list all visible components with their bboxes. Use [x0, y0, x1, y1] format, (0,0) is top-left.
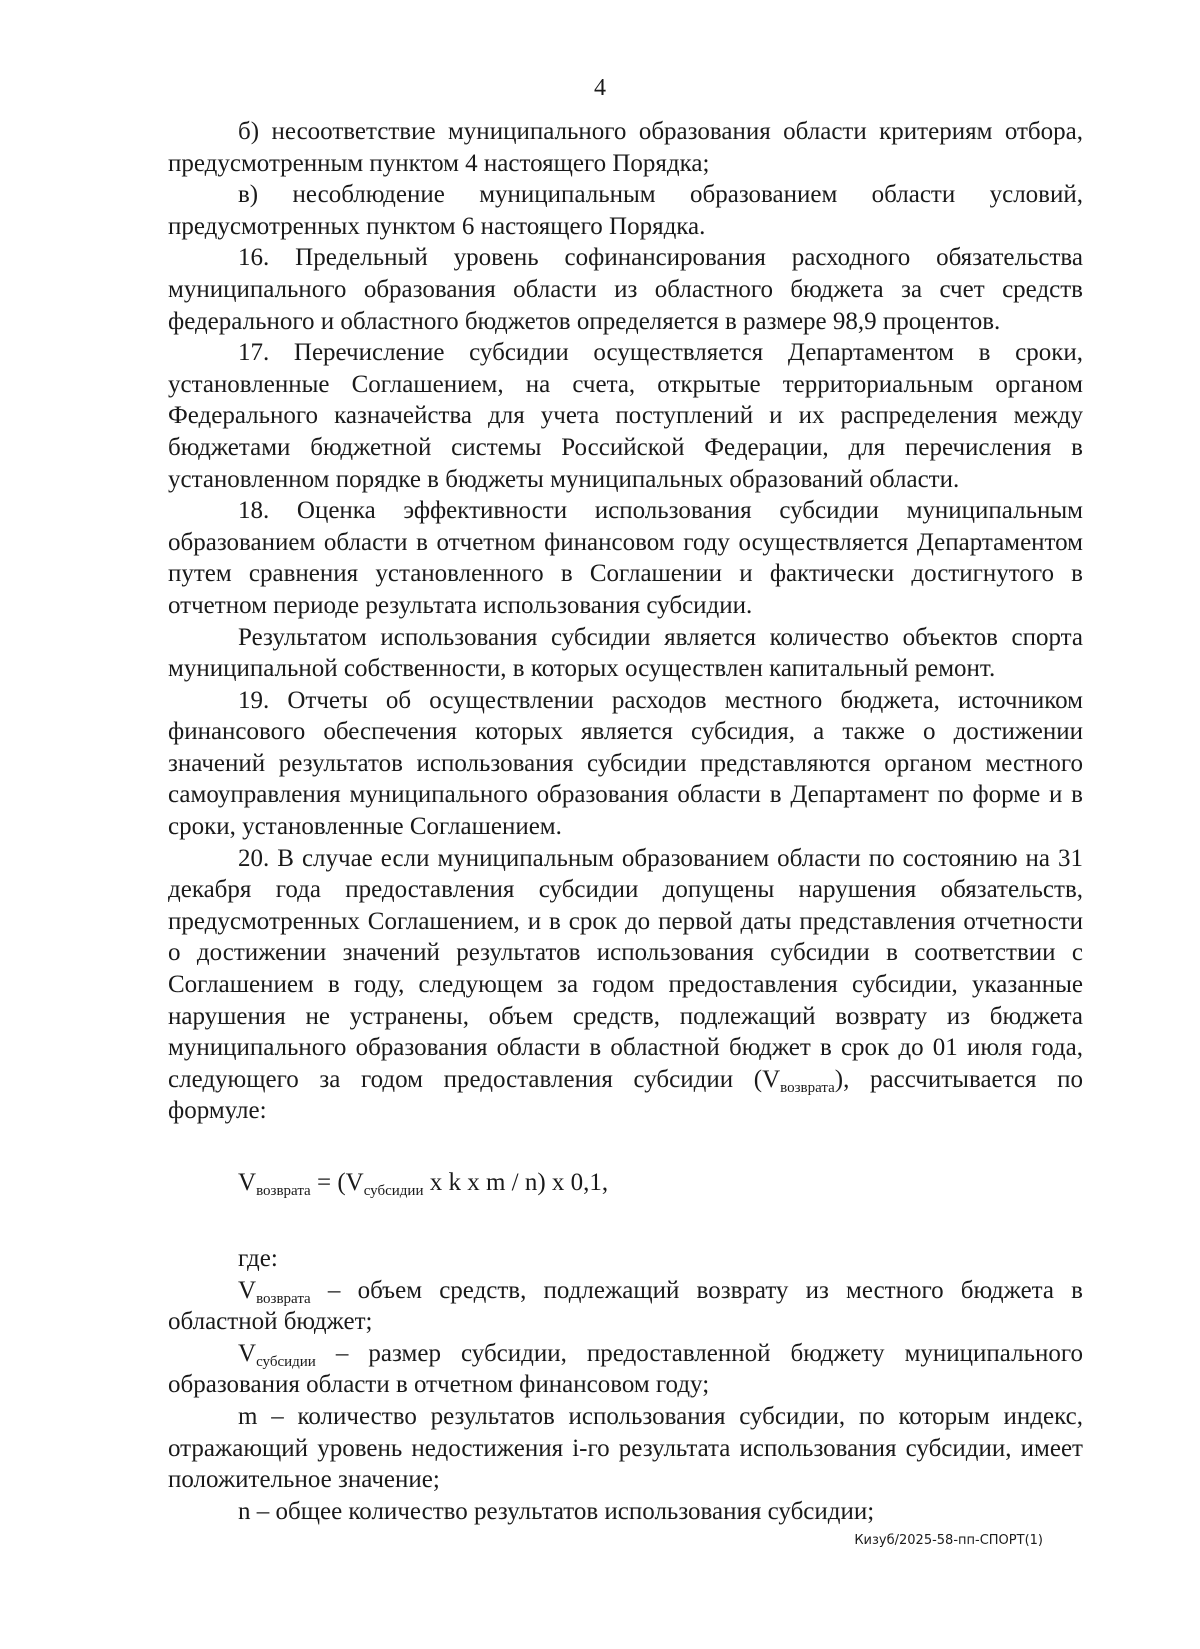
paragraph-18: 18. Оценка эффективности использования субсидии муниципальным образованием области в отчетном финансовом году осуществляется Департаментом путем сравнения установленного в Соглашении и фактически достигнутого в отчетном периоде результата использования субсидии.: [168, 497, 1083, 619]
definition-text: n – общее количество результатов использования субсидии;: [238, 1497, 875, 1525]
definition-symbol: V: [238, 1276, 257, 1304]
definition-subscript: возврата: [256, 1290, 311, 1307]
paragraph-18-result: Результатом использования субсидии является количество объектов спорта муниципальной собственности, в которых осуществлен капитальный ремонт.: [168, 623, 1083, 683]
return-volume-formula: [168, 1167, 1083, 1199]
formula-subscript-subsidy: субсидии: [363, 1183, 424, 1199]
paragraph-20-v: V: [762, 1065, 781, 1093]
formula-subscript-return: возврата: [256, 1183, 311, 1199]
document-reference-code: Кизуб/2025-58-пп-СПОРТ(1): [854, 1533, 1043, 1548]
formula-v-return: V: [238, 1169, 257, 1196]
paragraph-15v: в) несоблюдение муниципальным образованием области условий, предусмотренных пунктом 6 настоящего Порядка.: [168, 181, 1083, 240]
definition-text: – объем средств, подлежащий возврату из местного бюджета в областной бюджет;: [168, 1276, 1083, 1336]
paragraph-17: 17. Перечисление субсидии осуществляется Департаментом в сроки, установленные Соглашением, на счета, открытые территориальным органом Федерального казначейства для учета поступлений и их распределения между бюджетами бюджетной системы Российской Федерации, для перечисления в установленном порядке в бюджеты муниципальных образований области.: [168, 339, 1083, 493]
paragraph-20-subscript: возврата: [780, 1079, 835, 1096]
where-label: где:: [238, 1245, 278, 1272]
document-body: [168, 116, 1083, 1527]
definition-n: [168, 1496, 1083, 1528]
definition-v-subsidy: [168, 1338, 1083, 1401]
formula-equals: = (V: [310, 1169, 364, 1196]
definition-text: – размер субсидии, предоставленной бюджету муниципального образования области в отчетном финансовом году;: [168, 1339, 1083, 1399]
definition-v-return: [168, 1275, 1083, 1338]
page-number: 4: [594, 75, 606, 101]
paragraph-19: 19. Отчеты об осуществлении расходов местного бюджета, источником финансового обеспечения которых является субсидия, а также о достижении значений результатов использования субсидии представляются органом местного самоуправления муниципального образования области в Департамент по форме и в сроки, установленные Соглашением.: [168, 686, 1083, 841]
definition-m: [168, 1401, 1083, 1496]
paragraph-16: 16. Предельный уровень софинансирования расходного обязательства муниципального образования области из областного бюджета за счет средств федерального и областного бюджетов определяется в размере 98,9 процентов.: [168, 244, 1083, 335]
paragraph-20-tail: ), рассчитывается по формуле:: [168, 1065, 1083, 1125]
paragraph-20: [168, 843, 1083, 1127]
formula-rest: x k x m / n) x 0,1,: [423, 1169, 609, 1196]
paragraph-20-text: 20. В случае если муниципальным образованием области по состоянию на 31 декабря года предоставления субсидии допущены нарушения обязательств, предусмотренных Соглашением, и в срок до первой даты представления отчетности о достижении значений результатов использования субсидии в соответствии с Соглашением в году, следующем за годом предоставления субсидии, указанные нарушения не устранены, объем средств, подлежащий возврату из бюджета муниципального образования области в областной бюджет в срок до 01 июля года, следующего за годом предоставления субсидии (: [168, 844, 1083, 1093]
definition-text: m – количество результатов использования субсидии, по которым индекс, отражающий уровень недостижения i-го результата использования субсидии, имеет положительное значение;: [168, 1402, 1083, 1494]
definition-symbol: V: [238, 1339, 257, 1367]
paragraph-15b: б) несоответствие муниципального образования области критериям отбора, предусмотренным пунктом 4 настоящего Порядка;: [168, 118, 1083, 177]
definition-subscript: субсидии: [256, 1353, 316, 1370]
